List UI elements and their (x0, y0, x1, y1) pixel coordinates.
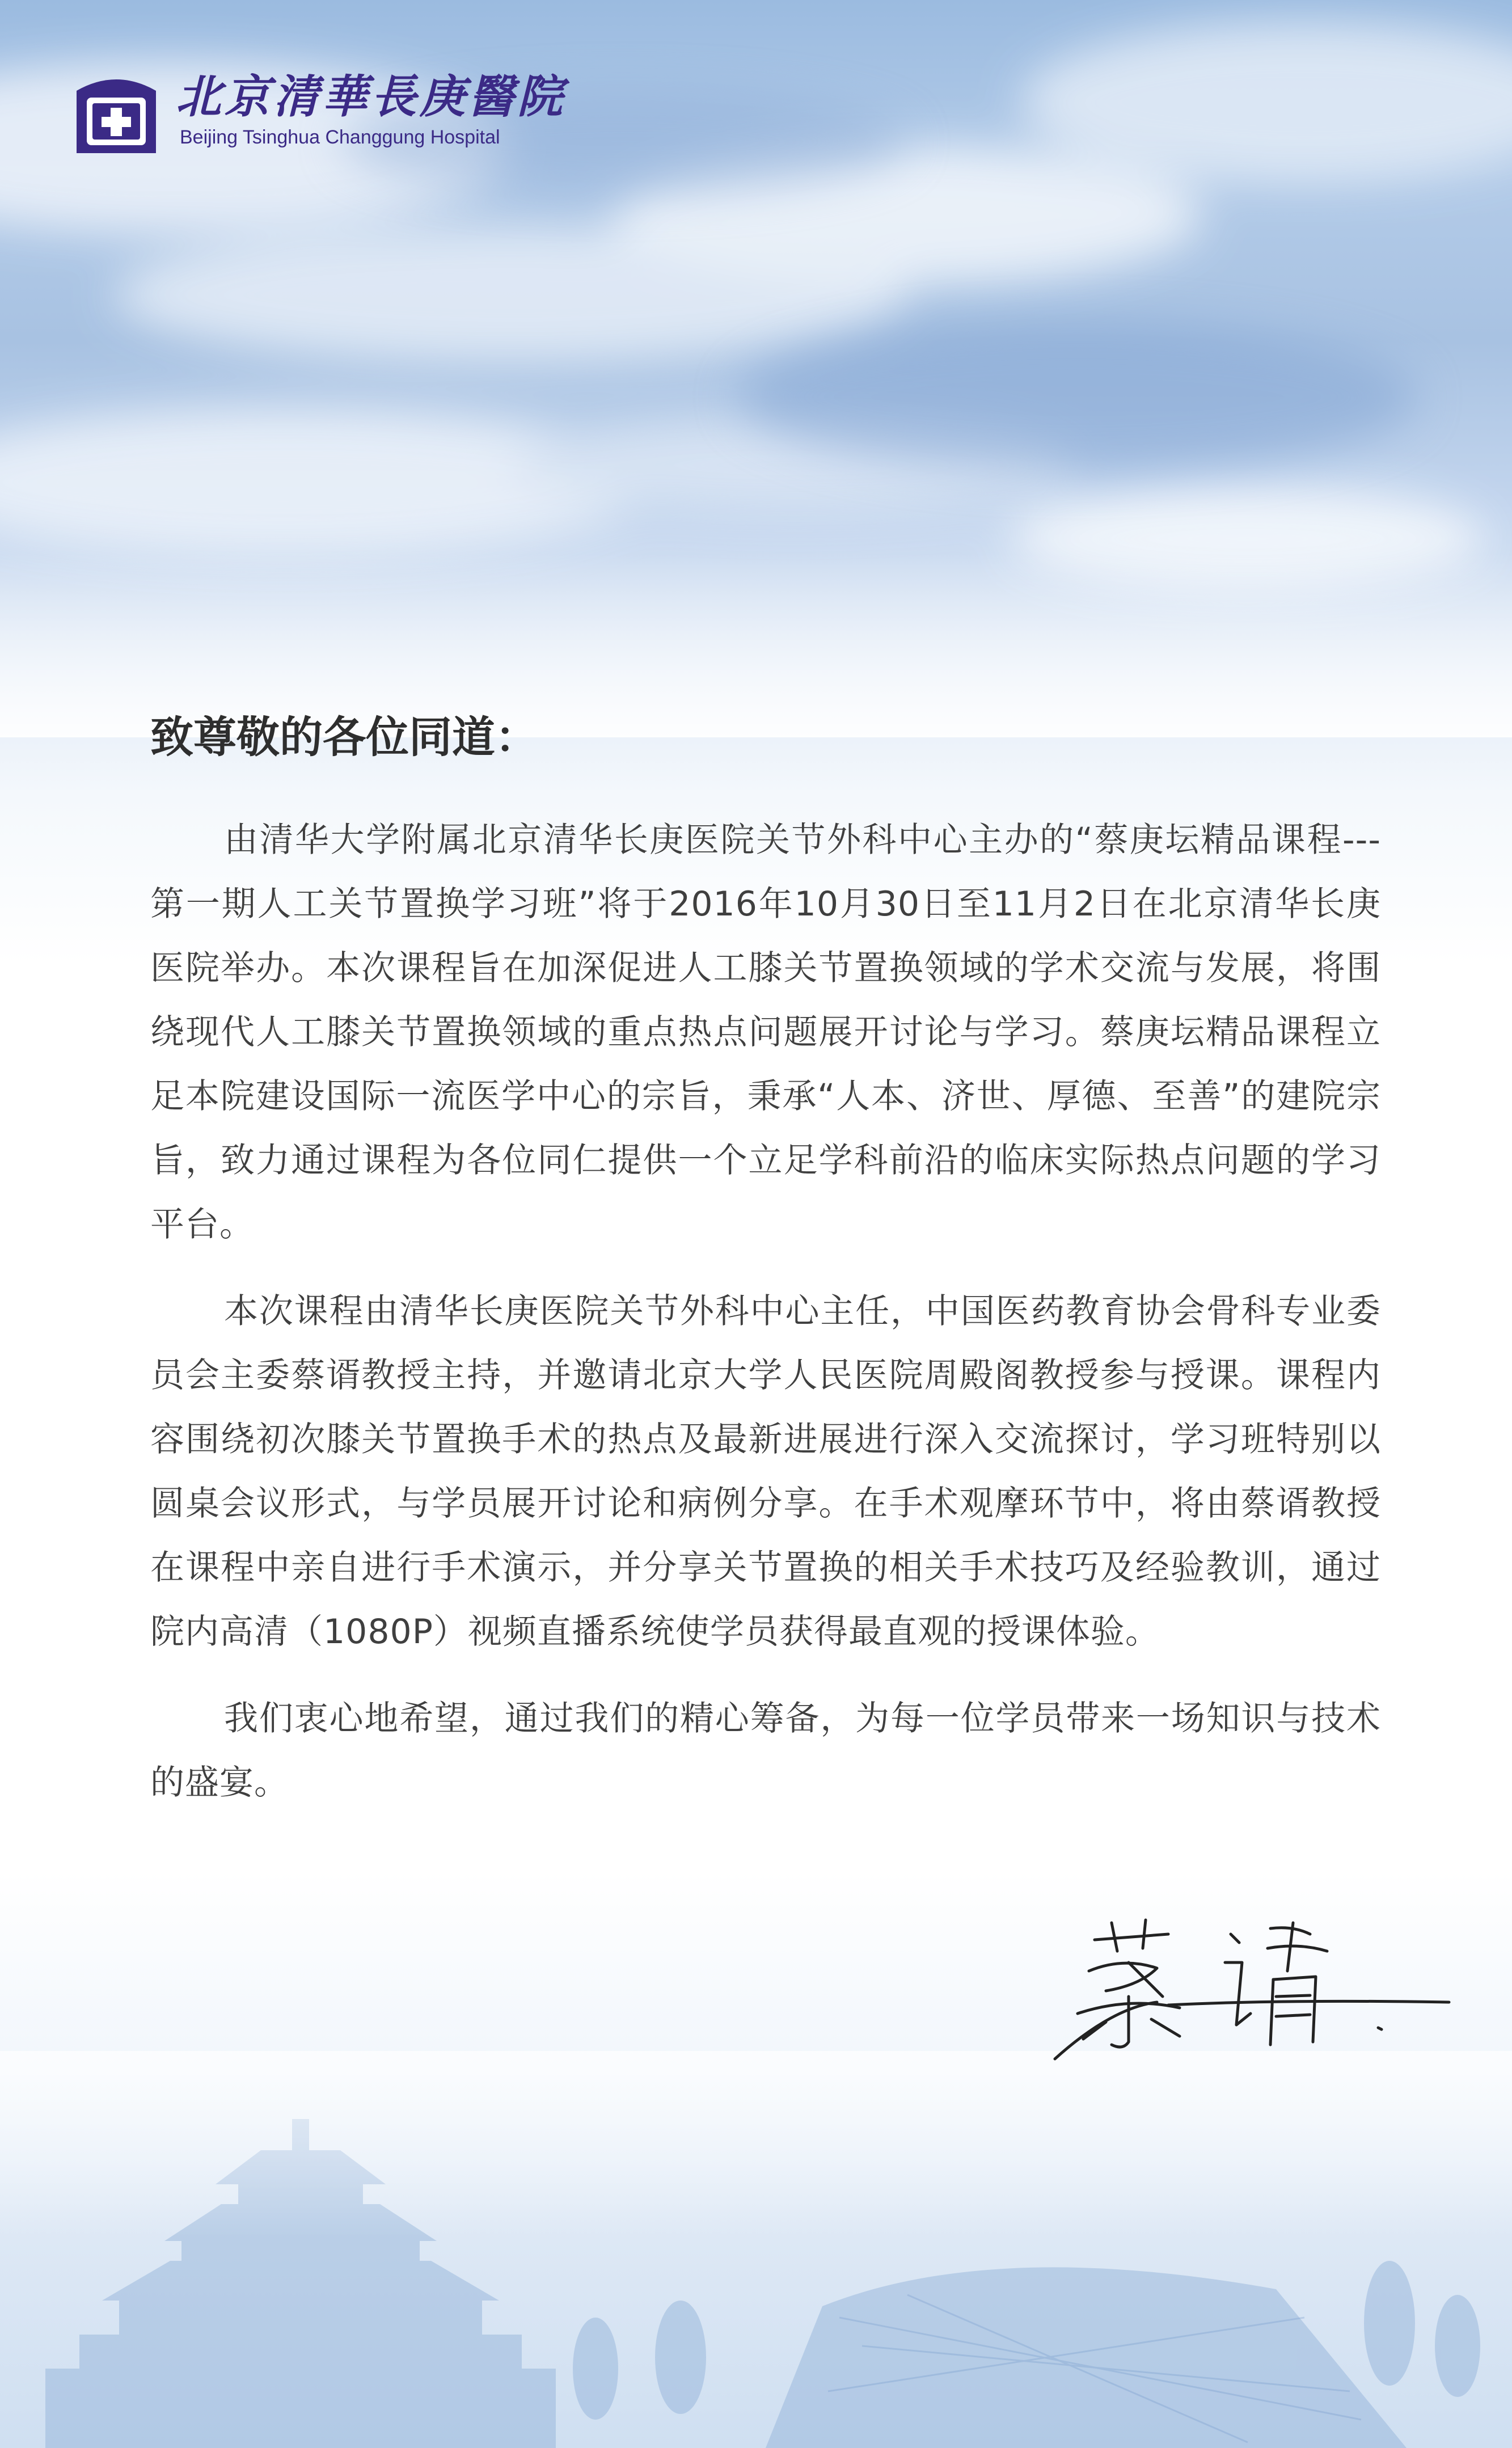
logo-name-english: Beijing Tsinghua Changgung Hospital (180, 126, 500, 148)
handwritten-signature (1044, 1917, 1452, 2065)
logo-name-chinese: 北京清華長庚醫院 (176, 70, 566, 123)
skyline-watermark (0, 2051, 1512, 2448)
letter-paragraph: 由清华大学附属北京清华长庚医院关节外科中心主办的“蔡庚坛精品课程---第一期人工关节置换学习班”将于2016年10月30日至11月2日在北京清华长庚医院举办。本次课程旨在加深促进人工膝关节置换领域的学术交流与发展，将围绕现代人工膝关节置换领域的重点热点问题展开讨论与学习。蔡庚坛精品课程立足本院建设国际一流医学中心的宗旨，秉承“人本、济世、厚德、至善”的建院宗旨，致力通过课程为各位同仁提供一个立足学科前沿的临床实际热点问题的学习平台。 (150, 820, 1381, 1244)
letter-paragraph: 我们衷心地希望，通过我们的精心筹备，为每一位学员带来一场知识与技术的盛宴。 (150, 1699, 1381, 1803)
letter-paragraph: 本次课程由清华长庚医院关节外科中心主任，中国医药教育协会骨科专业委员会主委蔡谞教授主持，并邀请北京大学人民医院周殿阁教授参与授课。课程内容围绕初次膝关节置换手术的热点及最新进展进行深入交流探讨，学习班特别以圆桌会议形式，与学员展开讨论和病例分享。在手术观摩环节中，将由蔡谞教授在课程中亲自进行手术演示，并分享关节置换的相关手术技巧及经验教训，通过院内高清（1080P）视频直播系统使学员获得最直观的授课体验。 (150, 1291, 1381, 1652)
letter-body (150, 700, 1381, 1815)
letter-greeting: 致尊敬的各位同道： (150, 712, 538, 762)
hospital-cross-emblem-icon (71, 68, 162, 153)
hospital-logo (71, 68, 638, 159)
